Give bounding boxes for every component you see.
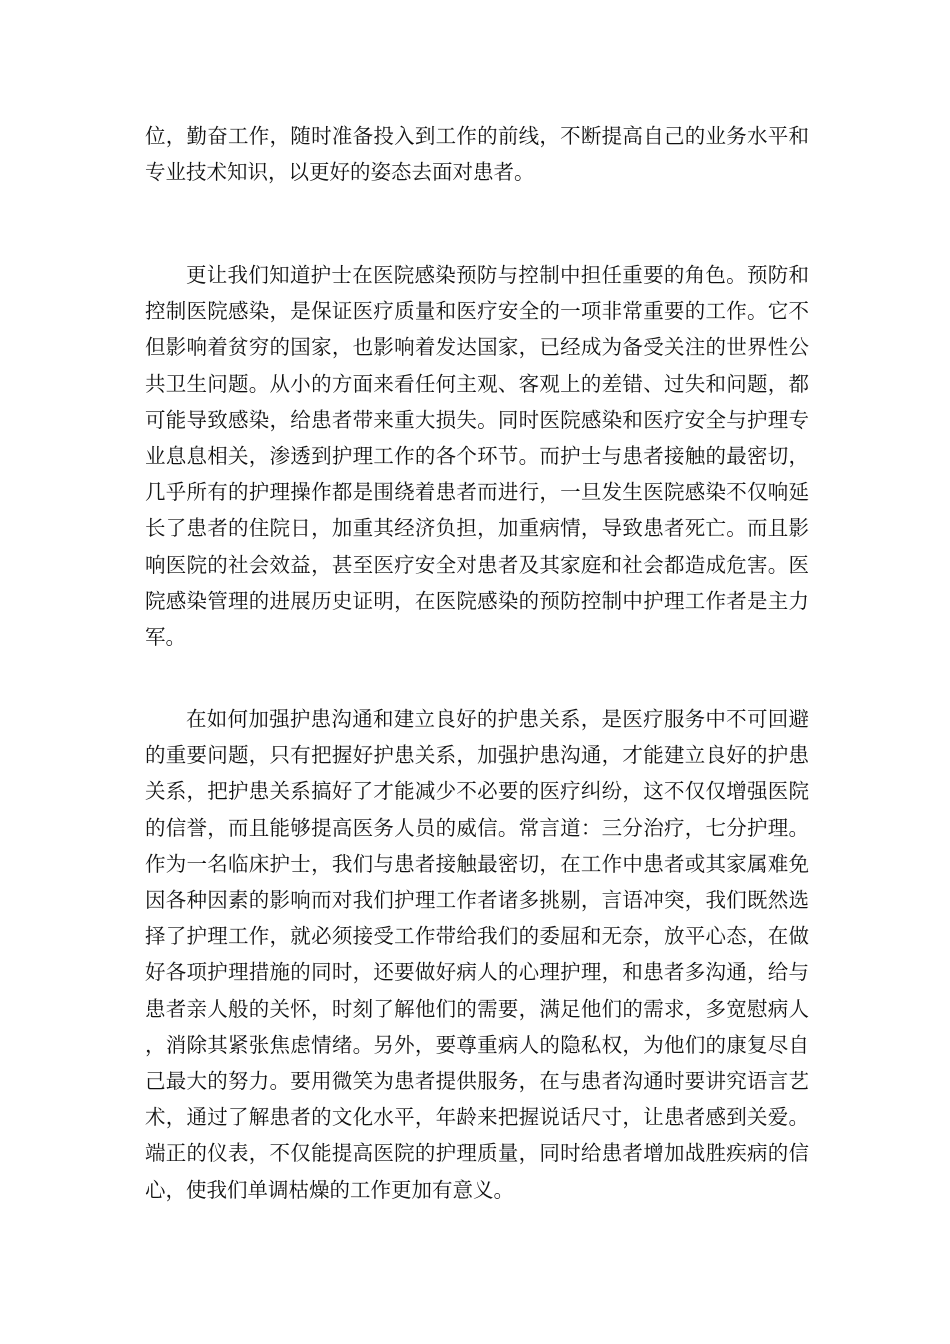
body-paragraph: 位，勤奋工作，随时准备投入到工作的前线，不断提高自己的业务水平和专业技术知识，以更好的姿态去面对患者。 (145, 124, 809, 185)
body-paragraph: 在如何加强护患沟通和建立良好的护患关系，是医疗服务中不可回避的重要问题，只有把握好护患关系，加强护患沟通，才能建立良好的护患关系，把护患关系搞好了才能减少不必要的医疗纠纷，这不仅仅增强医院的信誉，而且能够提高医务人员的威信。常言道：三分治疗，七分护理。作为一名临床护士，我们与患者接触最密切，在工作中患者或其家属难免因各种因素的影响而对我们护理工作者诸多挑剔，言语冲突，我们既然选择了护理工作，就必须接受工作带给我们的委屈和无奈，放平心态，在做好各项护理措施的同时，还要做好病人的心理护理，和患者多沟通，给与患者亲人般的关怀，时刻了解他们的需要，满足他们的需求，多宽慰病人，消除其紧张焦虑情绪。另外，要尊重病人的隐私权，为他们的康复尽自己最大的努力。要用微笑为患者提供服务，在与患者沟通时要讲究语言艺术，通过了解患者的文化水平，年龄来把握说话尺寸，让患者感到关爱。端正的仪表，不仅能提高医院的护理质量，同时给患者增加战胜疾病的信心，使我们单调枯燥的工作更加有意义。 (145, 707, 809, 1202)
body-paragraph: 更让我们知道护士在医院感染预防与控制中担任重要的角色。预防和控制医院感染，是保证医疗质量和医疗安全的一项非常重要的工作。它不但影响着贫穷的国家，也影响着发达国家，已经成为备受关注的世界性公共卫生问题。从小的方面来看任何主观、客观上的差错、过失和问题，都可能导致感染，给患者带来重大损失。同时医院感染和医疗安全与护理专业息息相关，渗透到护理工作的各个环节。而护士与患者接触的最密切，几乎所有的护理操作都是围绕着患者而进行，一旦发生医院感染不仅响延长了患者的住院日，加重其经济负担，加重病情，导致患者死亡。而且影响医院的社会效益，甚至医疗安全对患者及其家庭和社会都造成危害。医院感染管理的进展历史证明，在医院感染的预防控制中护理工作者是主力军。 (145, 263, 809, 650)
